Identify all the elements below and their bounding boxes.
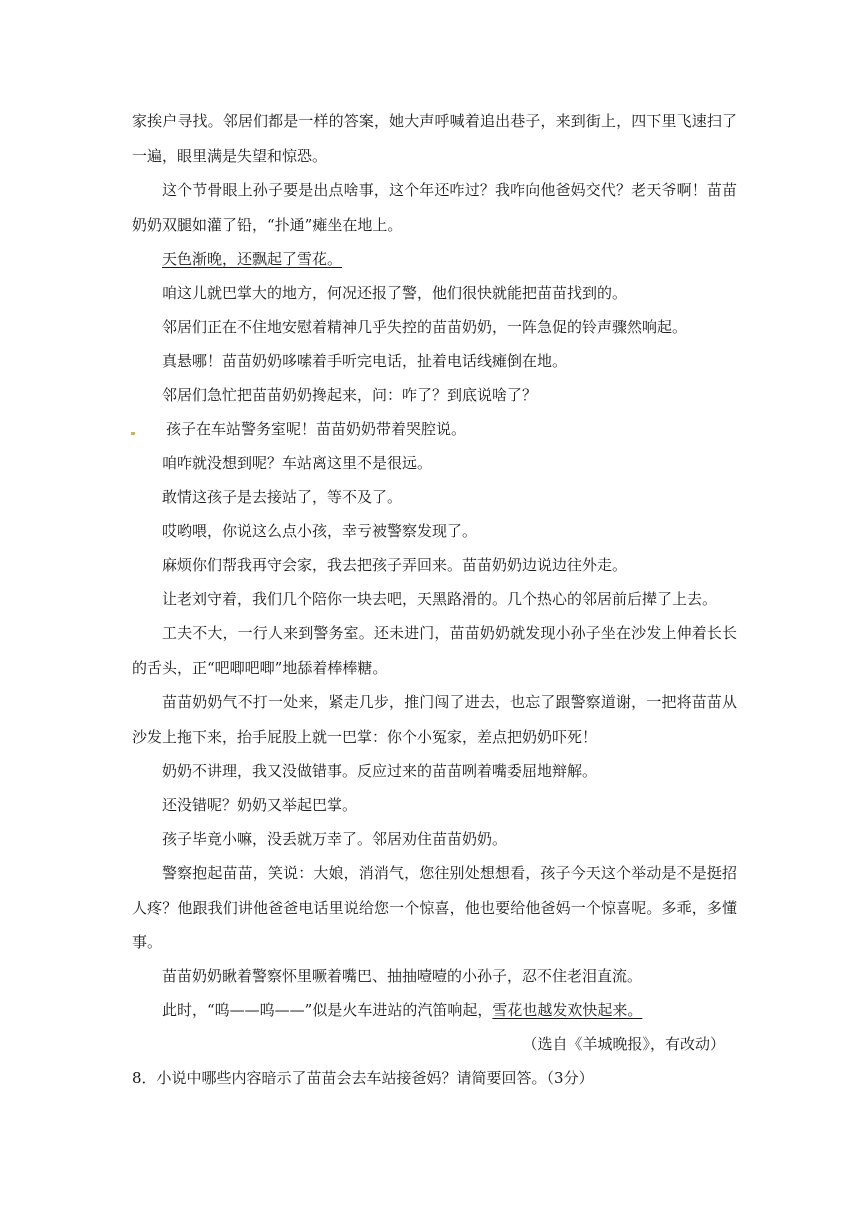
paragraph: 敢情这孩子是去接站了，等不及了。: [162, 488, 403, 506]
paragraph: 邻居们急忙把苗苗奶奶搀起来，问：咋了？到底说啥了？: [162, 386, 538, 404]
paragraph: 苗苗奶奶瞅着警察怀里噘着嘴巴、抽抽噎噎的小孙子，忍不住老泪直流。: [162, 967, 643, 985]
question: 8．小说中哪些内容暗示了苗苗会去车站接爸妈？请简要回答。（3分）: [132, 1069, 594, 1087]
paragraph: 奶奶不讲理，我又没做错事。反应过来的苗苗咧着嘴委屈地辩解。: [162, 762, 598, 780]
paragraph: 真悬哪！苗苗奶奶哆嗦着手听完电话，扯着电话线瘫倒在地。: [162, 352, 568, 370]
paragraph: 咱这儿就巴掌大的地方，何况还报了警，他们很快就能把苗苗找到的。: [162, 284, 628, 302]
paragraph: 警察抱起苗苗，笑说：大娘，消消气，您往别处想想看，孩子今天这个举动是不是挺招人疼？他跟我们讲他爸爸电话里说给您一个惊喜，他也要给他爸妈一个惊喜呢。多乖，多懂事。: [132, 864, 737, 951]
paragraph: 咱咋就没想到呢？车站离这里不是很远。: [162, 454, 433, 472]
paragraph: 还没错呢？奶奶又举起巴掌。: [162, 796, 358, 814]
paragraph: 这个节骨眼上孙子要是出点啥事，这个年还咋过？我咋向他爸妈交代？老天爷啊！苗苗奶奶双腿如灌了铅，“扑通”瘫坐在地上。: [132, 181, 737, 234]
paragraph: 哎哟喂，你说这么点小孩，幸亏被警察发现了。: [162, 522, 478, 540]
paragraph: 让老刘守着，我们几个陪你一块去吧，天黑路滑的。几个热心的邻居前后撵了上去。: [162, 590, 718, 608]
paragraph: 麻烦你们帮我再守会家，我去把孩子弄回来。苗苗奶奶边说边往外走。: [162, 556, 628, 574]
paragraph-text: 此时，“呜——呜——”似是火车进站的汽笛响起，: [162, 1001, 493, 1019]
paragraph: [132, 993, 737, 1028]
paragraph: 孩子毕竟小嘛，没丢就万幸了。邻居劝住苗苗奶奶。: [162, 830, 508, 848]
paragraph: 工夫不大，一行人来到警务室。还未进门，苗苗奶奶就发现小孙子坐在沙发上伸着长长的舌头，正“吧唧吧唧”地舔着棒棒糖。: [132, 624, 737, 677]
paragraph: 家挨户寻找。邻居们都是一样的答案，她大声呼喊着追出巷子，来到街上，四下里飞速扫了一遍，眼里满是失望和惊恐。: [132, 112, 737, 165]
underlined-text: 雪花也越发欢快起来。: [492, 1001, 643, 1019]
paragraph-underlined: [132, 242, 737, 277]
source-citation: （选自《羊城晚报》，有改动）: [522, 1035, 725, 1053]
paragraph: 孩子在车站警务室呢！苗苗奶奶带着哭腔说。: [166, 420, 467, 438]
paragraph: 苗苗奶奶气不打一处来，紧走几步，推门闯了进去，也忘了跟警察道谢，一把将苗苗从沙发上拖下来，抬手屁股上就一巴掌：你个小冤家，差点把奶奶吓死！: [132, 693, 737, 746]
paragraph: 邻居们正在不住地安慰着精神几乎失控的苗苗奶奶，一阵急促的铃声骤然响起。: [162, 318, 688, 336]
underlined-text: 天色渐晚，还飘起了雪花。: [162, 250, 343, 268]
